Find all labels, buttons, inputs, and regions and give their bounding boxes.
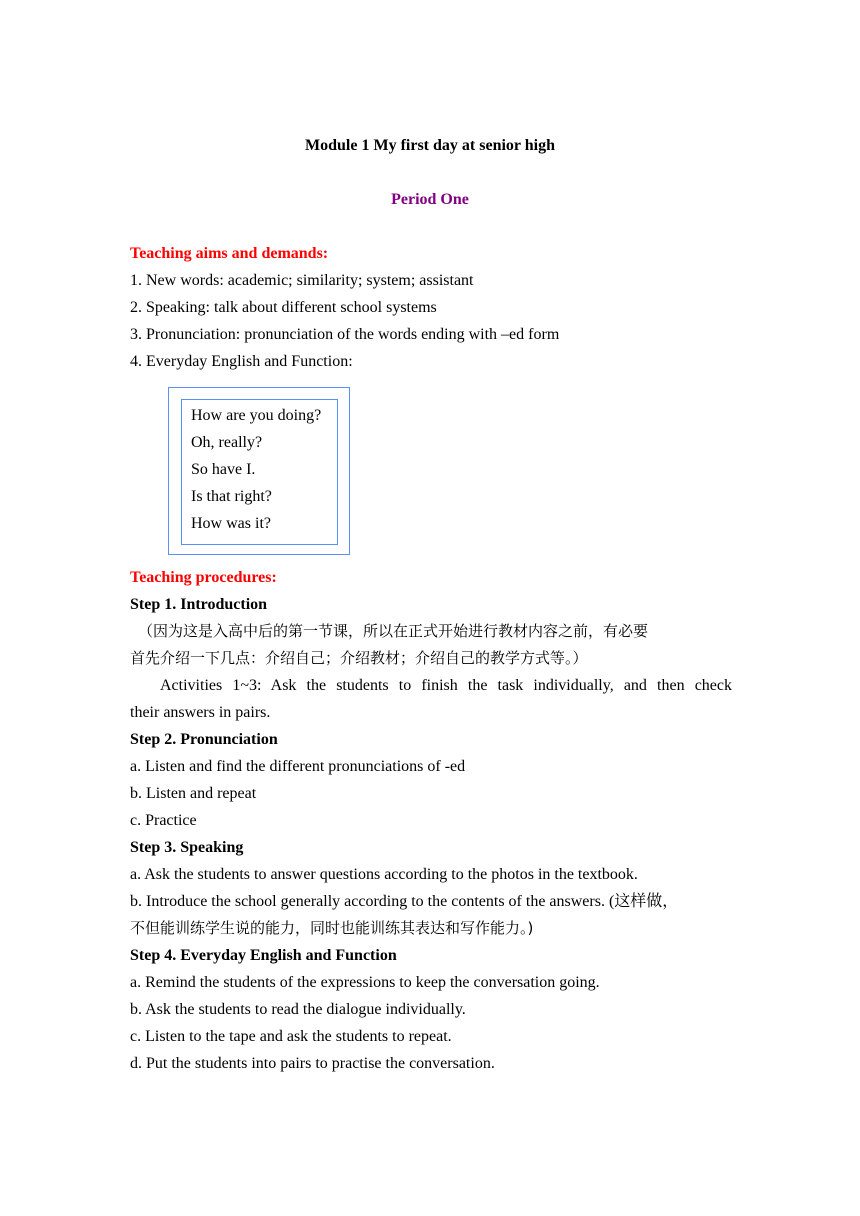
- aim-item: 1. New words: academic; similarity; system; assistant: [130, 272, 474, 289]
- step1-title: Step 1. Introduction: [130, 596, 268, 613]
- step1-note-line: （因为这是入高中后的第一节课，所以在正式开始进行教材内容之前，有必要: [138, 622, 649, 640]
- step3-item: b. Introduce the school generally according to the contents of the answers. (这样做，: [130, 893, 679, 910]
- step3-item: a. Ask the students to answer questions according to the photos in the textbook.: [130, 866, 638, 883]
- step2-item: b. Listen and repeat: [130, 785, 257, 802]
- step4-item: c. Listen to the tape and ask the students to repeat.: [130, 1028, 452, 1045]
- aims-heading: Teaching aims and demands:: [130, 245, 329, 262]
- step3-item: 不但能训练学生说的能力，同时也能训练其表达和写作能力。): [130, 919, 534, 937]
- aim-item: 2. Speaking: talk about different school systems: [130, 299, 437, 316]
- step2-item: c. Practice: [130, 812, 197, 829]
- step4-title: Step 4. Everyday English and Function: [130, 947, 397, 964]
- step1-activities-line: their answers in pairs.: [130, 704, 271, 721]
- document-title: Module 1 My first day at senior high: [305, 137, 555, 154]
- step1-activities-line: Activities 1~3: Ask the students to finish the task individually, and then check: [160, 677, 732, 694]
- expression-item: So have I.: [191, 461, 256, 478]
- step4-item: b. Ask the students to read the dialogue individually.: [130, 1001, 466, 1018]
- expression-item: How are you doing?: [191, 407, 322, 424]
- step2-title: Step 2. Pronunciation: [130, 731, 278, 748]
- aim-item: 3. Pronunciation: pronunciation of the words ending with –ed form: [130, 326, 560, 343]
- expression-item: Oh, really?: [191, 434, 263, 451]
- expression-item: Is that right?: [191, 488, 272, 505]
- step1-note-line: 首先介绍一下几点：介绍自己；介绍教材；介绍自己的教学方式等。）: [130, 649, 588, 667]
- procedures-heading: Teaching procedures:: [130, 569, 277, 586]
- expression-item: How was it?: [191, 515, 271, 532]
- aim-item: 4. Everyday English and Function:: [130, 353, 353, 370]
- period-heading: Period One: [391, 191, 469, 208]
- step3-title: Step 3. Speaking: [130, 839, 244, 856]
- step4-item: d. Put the students into pairs to practise the conversation.: [130, 1055, 495, 1072]
- step4-item: a. Remind the students of the expressions to keep the conversation going.: [130, 974, 600, 991]
- step2-item: a. Listen and find the different pronunciations of -ed: [130, 758, 466, 775]
